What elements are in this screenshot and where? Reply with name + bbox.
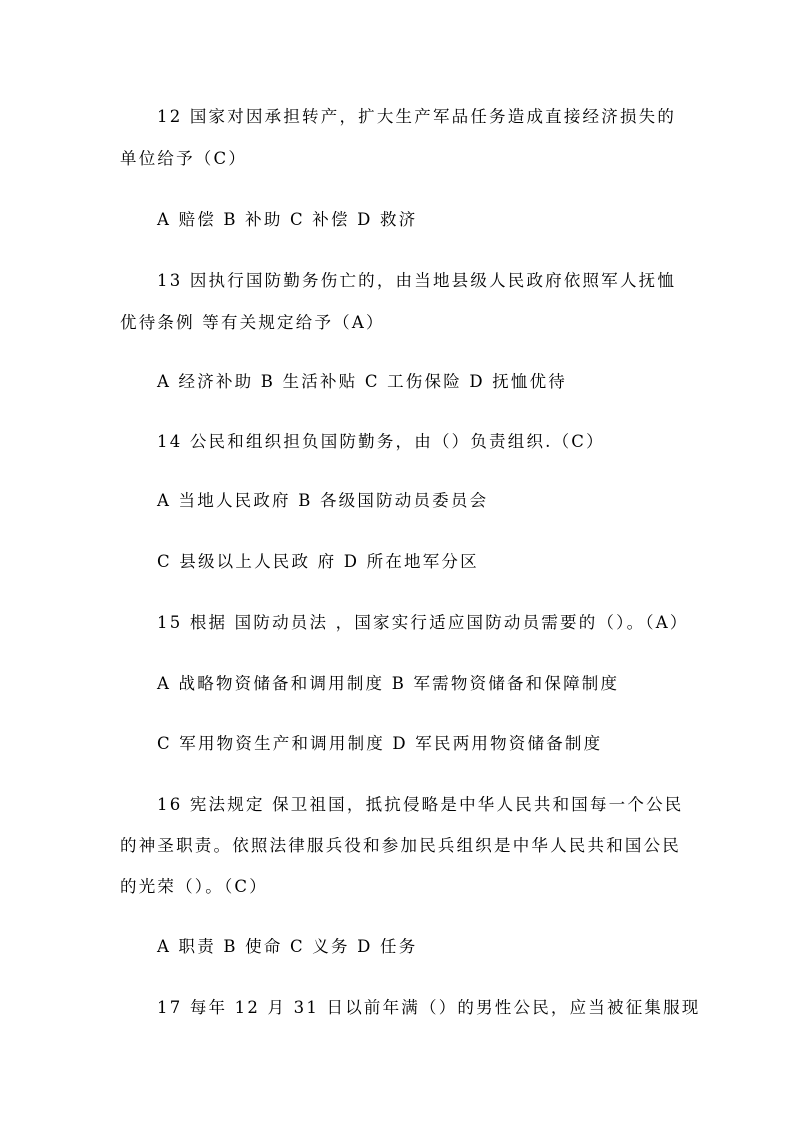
question-12-line-2: 单位给予（C） [120,149,248,168]
question-14-options-1: A 当地人民政府 B 各级国防动员委员会 [157,491,489,510]
question-15-options-1: A 战略物资储备和调用制度 B 军需物资储备和保障制度 [157,674,620,693]
question-17-line-1: 17 每年 12 月 31 日以前年满（）的男性公民，应当被征集服现 [157,998,701,1017]
question-12-line-1: 12 国家对因承担转产，扩大生产军品任务造成直接经济损失的 [157,107,677,126]
question-16-line-1: 16 宪法规定 保卫祖国，抵抗侵略是中华人民共和国每一个公民 [157,795,684,814]
question-13-line-1: 13 因执行国防勤务伤亡的，由当地县级人民政府依照军人抚恤 [157,271,677,290]
question-16-line-2: 的神圣职责。依照法律服兵役和参加民兵组织是中华人民共和国公民 [120,836,681,855]
question-13-options: A 经济补助 B 生活补贴 C 工伤保险 D 抚恤优待 [157,372,568,391]
question-12-options: A 赔偿 B 补助 C 补偿 D 救济 [157,210,418,229]
question-15-line-1: 15 根据 国防动员法 ，国家实行适应国防动员需要的（）。（A） [157,613,689,632]
question-16-line-3: 的光荣（）。（C） [120,877,268,896]
question-15-options-2: C 军用物资生产和调用制度 D 军民两用物资储备制度 [157,734,603,753]
question-14-options-2: C 县级以上人民政 府 D 所在地军分区 [157,552,479,571]
question-16-options: A 职责 B 使命 C 义务 D 任务 [157,937,418,956]
question-13-line-2: 优待条例 等有关规定给予（A） [120,313,385,332]
question-14-line-1: 14 公民和组织担负国防勤务，由（）负责组织.（C） [157,432,605,451]
